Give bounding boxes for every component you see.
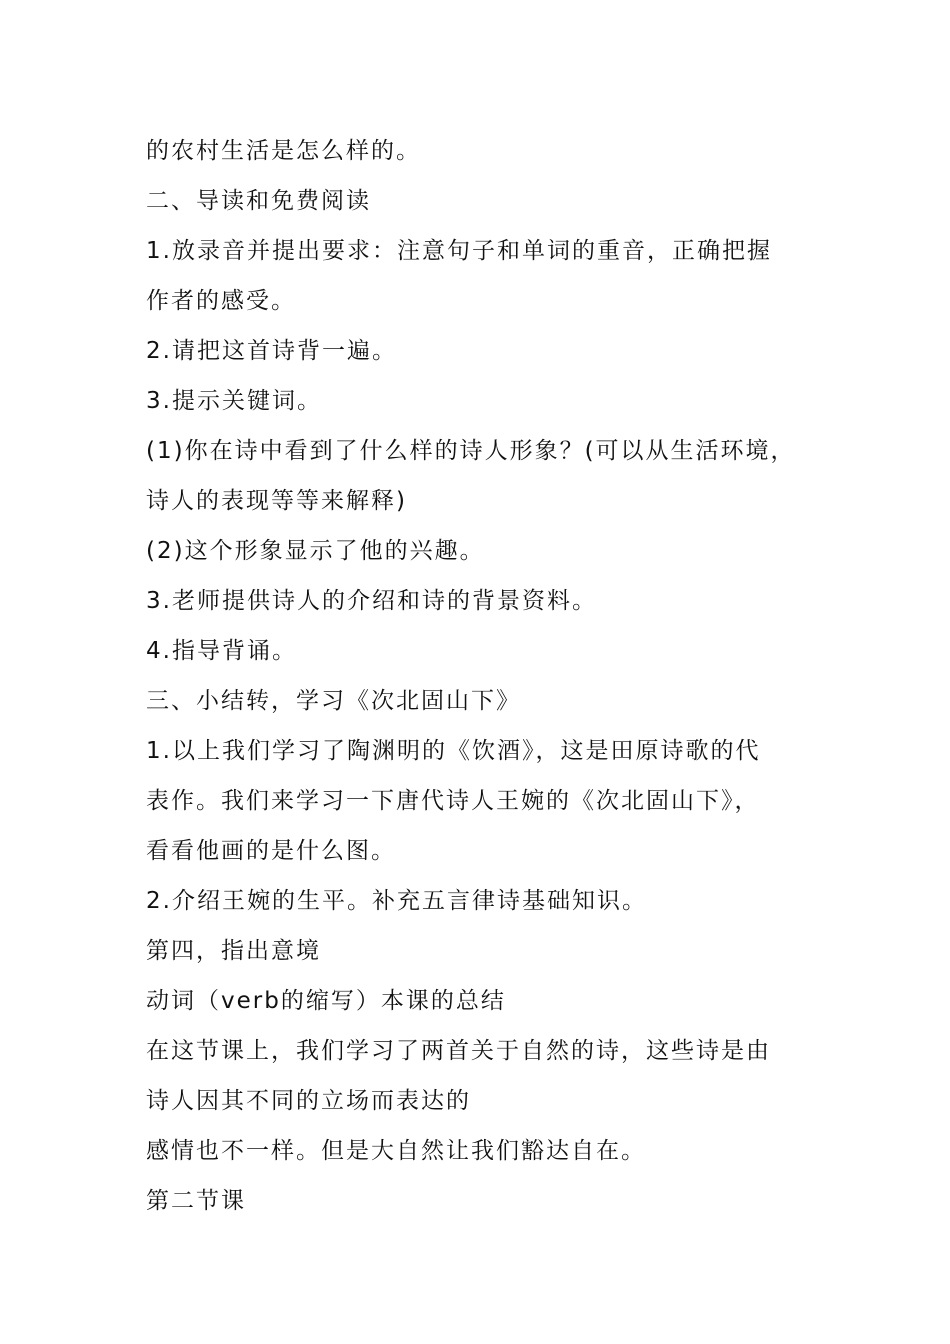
- section-heading: 三、小结转，学习《次北固山下》: [146, 688, 521, 714]
- text-line: 诗人因其不同的立场而表达的: [146, 1088, 471, 1114]
- text-line: 感情也不一样。但是大自然让我们豁达自在。: [146, 1138, 646, 1164]
- text-line: 作者的感受。: [146, 288, 296, 314]
- text-line: 1.以上我们学习了陶渊明的《饮酒》，这是田原诗歌的代: [146, 738, 761, 764]
- text-line: 2.介绍王婉的生平。补充五言律诗基础知识。: [146, 888, 647, 914]
- text-line: 2.请把这首诗背一遍。: [146, 338, 397, 364]
- section-heading: 第四，指出意境: [146, 938, 321, 964]
- section-heading: 动词（verb的缩写）本课的总结: [146, 988, 506, 1014]
- text-line: (1)你在诗中看到了什么样的诗人形象？(可以从生活环境，: [146, 438, 796, 464]
- section-heading: 二、导读和免费阅读: [146, 188, 371, 214]
- text-line: 看看他画的是什么图。: [146, 838, 396, 864]
- text-line: 3.老师提供诗人的介绍和诗的背景资料。: [146, 588, 597, 614]
- text-line: 的农村生活是怎么样的。: [146, 138, 421, 164]
- text-line: (2)这个形象显示了他的兴趣。: [146, 538, 485, 564]
- text-line: 4.指导背诵。: [146, 638, 297, 664]
- text-line: 在这节课上，我们学习了两首关于自然的诗，这些诗是由: [146, 1038, 771, 1064]
- text-line: 表作。我们来学习一下唐代诗人王婉的《次北固山下》，: [146, 788, 760, 814]
- text-line: 3.提示关键词。: [146, 388, 322, 414]
- section-heading: 第二节课: [146, 1188, 246, 1214]
- text-line: 1.放录音并提出要求：注意句子和单词的重音，正确把握: [146, 238, 772, 264]
- text-line: 诗人的表现等等来解释): [146, 488, 407, 514]
